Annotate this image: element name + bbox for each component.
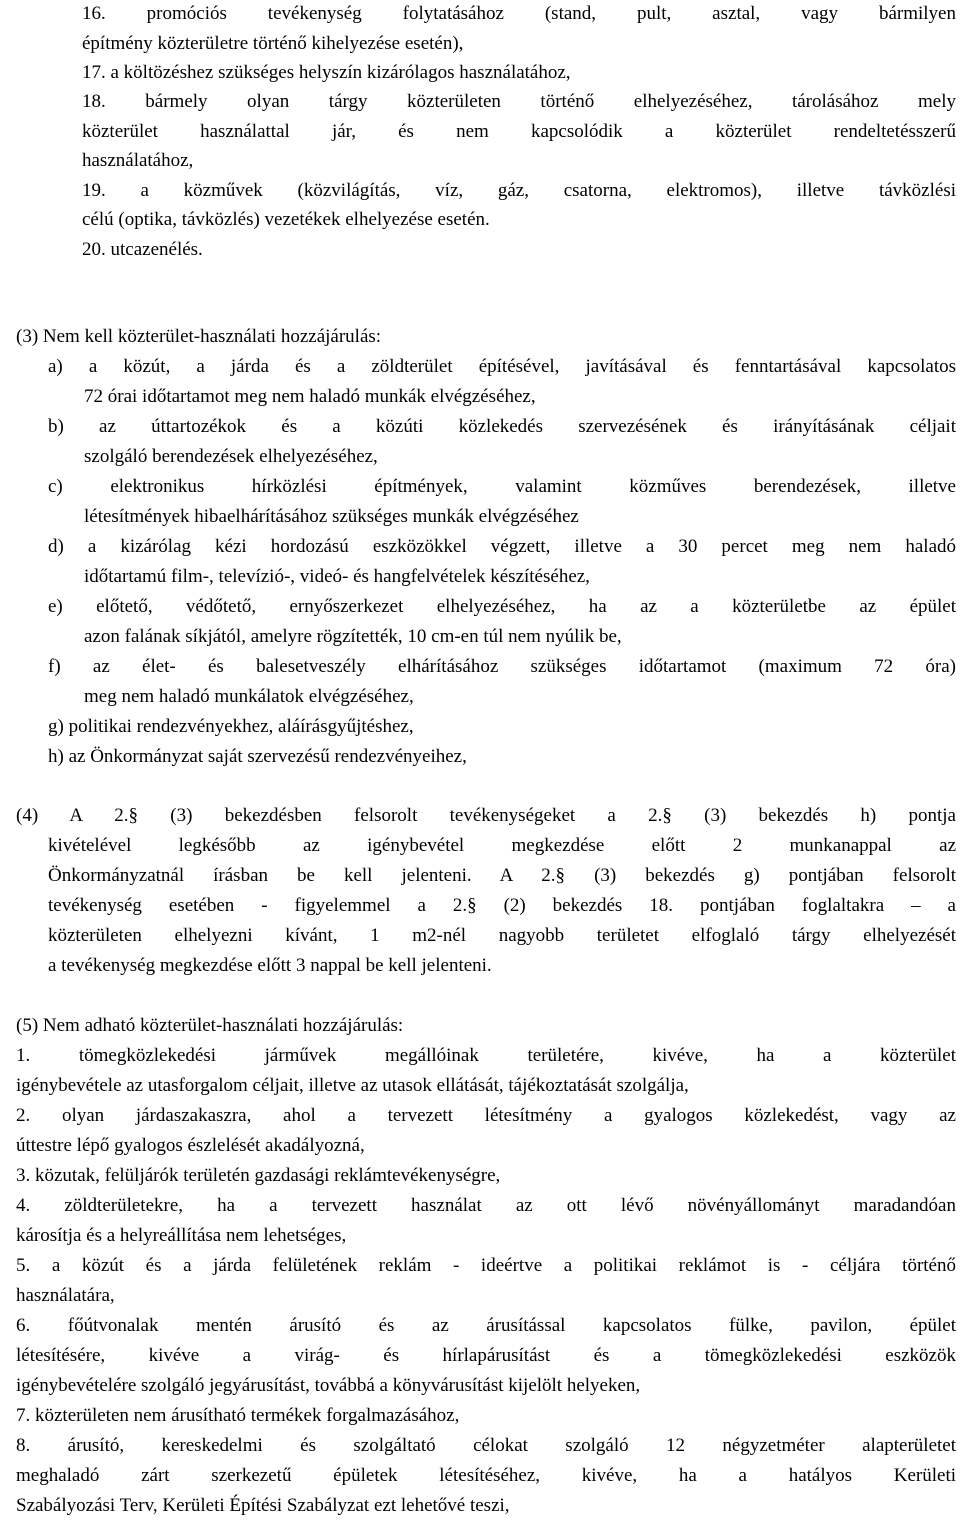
section-5-6-line-1: 6. főútvonalak mentén árusító és az árusítással kapcsolatos fülke, pavilon, épület (16, 1315, 956, 1336)
section-3-c-line-2: létesítmények hibaelhárításához szükséges munkák elvégzéséhez (84, 506, 579, 527)
section-4-line-1: (4) A 2.§ (3) bekezdésben felsorolt tevékenységeket a 2.§ (3) bekezdés h) pontja (16, 805, 956, 826)
list-item-20-line-1: 20. utcazenélés. (82, 239, 203, 260)
list-item-18-line-1: 18. bármely olyan tárgy közterületen történő elhelyezéséhez, tárolásához mely (82, 91, 956, 112)
section-4-line-3: Önkormányzatnál írásban be kell jelenteni. A 2.§ (3) bekezdés g) pontjában felsorolt (48, 865, 956, 886)
section-3-b-line-1: b) az úttartozékok és a közúti közlekedés szervezésének és irányításának céljait (48, 416, 956, 437)
section-5-4-line-2: károsítja és a helyreállítása nem lehetséges, (16, 1225, 347, 1246)
section-4-line-4: tevékenység esetében - figyelemmel a 2.§ (2) bekezdés 18. pontjában foglaltakra – a (48, 895, 956, 916)
section-3-d-line-2: időtartamú film-, televízió-, videó- és hangfelvételek készítéséhez, (84, 566, 590, 587)
section-3-f-line-1: f) az élet- és balesetveszély elhárításához szükséges időtartamot (maximum 72 óra) (48, 656, 956, 677)
section-3-g-line-1: g) politikai rendezvényekhez, aláírásgyűjtéshez, (48, 716, 414, 737)
section-5-8-line-1: 8. árusító, kereskedelmi és szolgáltató célokat szolgáló 12 négyzetméter alapterületet (16, 1435, 956, 1456)
list-item-18-line-3: használatához, (82, 150, 194, 171)
section-5-7-line-1: 7. közterületen nem árusítható termékek forgalmazásához, (16, 1405, 460, 1426)
section-3-e-line-2: azon falának síkjától, amelyre rögzítették, 10 cm-en túl nem nyúlik be, (84, 626, 622, 647)
section-5-4-line-1: 4. zöldterületekre, ha a tervezett használat az ott lévő növényállományt maradandóan (16, 1195, 956, 1216)
list-item-18-line-2: közterület használattal jár, és nem kapcsolódik a közterület rendeltetésszerű (82, 121, 956, 142)
list-item-19-line-2: célú (optika, távközlés) vezetékek elhelyezése esetén. (82, 209, 490, 230)
section-5-1-line-1: 1. tömegközlekedési járművek megállóinak területére, kivéve, ha a közterület (16, 1045, 956, 1066)
section-5-6-line-3: igénybevételére szolgáló jegyárusítást, továbbá a könyvárusítást kijelölt helyeken, (16, 1375, 641, 1396)
section-3-d-line-1: d) a kizárólag kézi hordozású eszközökkel végzett, illetve a 30 percet meg nem haladó (48, 536, 956, 557)
section-5-5-line-1: 5. a közút és a járda felületének reklám - ideértve a politikai reklámot is - céljára történő (16, 1255, 956, 1276)
list-item-19-line-1: 19. a közművek (közvilágítás, víz, gáz, csatorna, elektromos), illetve távközlési (82, 180, 956, 201)
section-5-5-line-2: használatára, (16, 1285, 115, 1306)
section-3-b-line-2: szolgáló berendezések elhelyezéséhez, (84, 446, 378, 467)
section-3-a-line-2: 72 órai időtartamot meg nem haladó munkák elvégzéséhez, (84, 386, 536, 407)
section-3-c-line-1: c) elektronikus hírközlési építmények, valamint közműves berendezések, illetve (48, 476, 956, 497)
section-5-8-line-2: meghaladó zárt szerkezetű épületek létesítéséhez, kivéve, ha a hatályos Kerületi (16, 1465, 956, 1486)
section-3-a-line-1: a) a közút, a járda és a zöldterület építésével, javításával és fenntartásával kapcsolatos (48, 356, 956, 377)
section-3-h-line-1: h) az Önkormányzat saját szervezésű rendezvényeihez, (48, 746, 467, 767)
section-3-heading: (3) Nem kell közterület-használati hozzájárulás: (16, 326, 382, 347)
section-4-line-2: kivételével legkésőbb az igénybevétel megkezdése előtt 2 munkanappal az (48, 835, 956, 856)
section-4-line-5: közterületen elhelyezni kívánt, 1 m2-nél nagyobb területet elfoglaló tárgy elhelyezését (48, 925, 956, 946)
section-5-2-line-2: úttestre lépő gyalogos észlelését akadályozná, (16, 1135, 365, 1156)
section-4-line-6: a tevékenység megkezdése előtt 3 nappal be kell jelenteni. (48, 955, 492, 976)
section-5-1-line-2: igénybevétele az utasforgalom céljait, illetve az utasok ellátását, tájékoztatását szolgálja, (16, 1075, 689, 1096)
list-item-16-line-1: 16. promóciós tevékenység folytatásához (stand, pult, asztal, vagy bármilyen (82, 3, 956, 24)
section-3-e-line-1: e) előtető, védőtető, ernyőszerkezet elhelyezéséhez, ha az a közterületbe az épület (48, 596, 956, 617)
section-3-f-line-2: meg nem haladó munkálatok elvégzéséhez, (84, 686, 414, 707)
list-item-17-line-1: 17. a költözéshez szükséges helyszín kizárólagos használatához, (82, 62, 571, 83)
section-5-heading: (5) Nem adható közterület-használati hozzájárulás: (16, 1015, 404, 1036)
section-5-6-line-2: létesítésére, kivéve a virág- és hírlapárusítást és a tömegközlekedési eszközök (16, 1345, 956, 1366)
list-item-16-line-2: építmény közterületre történő kihelyezése esetén), (82, 33, 464, 54)
section-5-8-line-3: Szabályozási Terv, Kerületi Építési Szabályzat ezt lehetővé teszi, (16, 1495, 510, 1516)
section-5-2-line-1: 2. olyan járdaszakaszra, ahol a tervezett létesítmény a gyalogos közlekedést, vagy az (16, 1105, 956, 1126)
section-5-3-line-1: 3. közutak, felüljárók területén gazdasági reklámtevékenységre, (16, 1165, 501, 1186)
